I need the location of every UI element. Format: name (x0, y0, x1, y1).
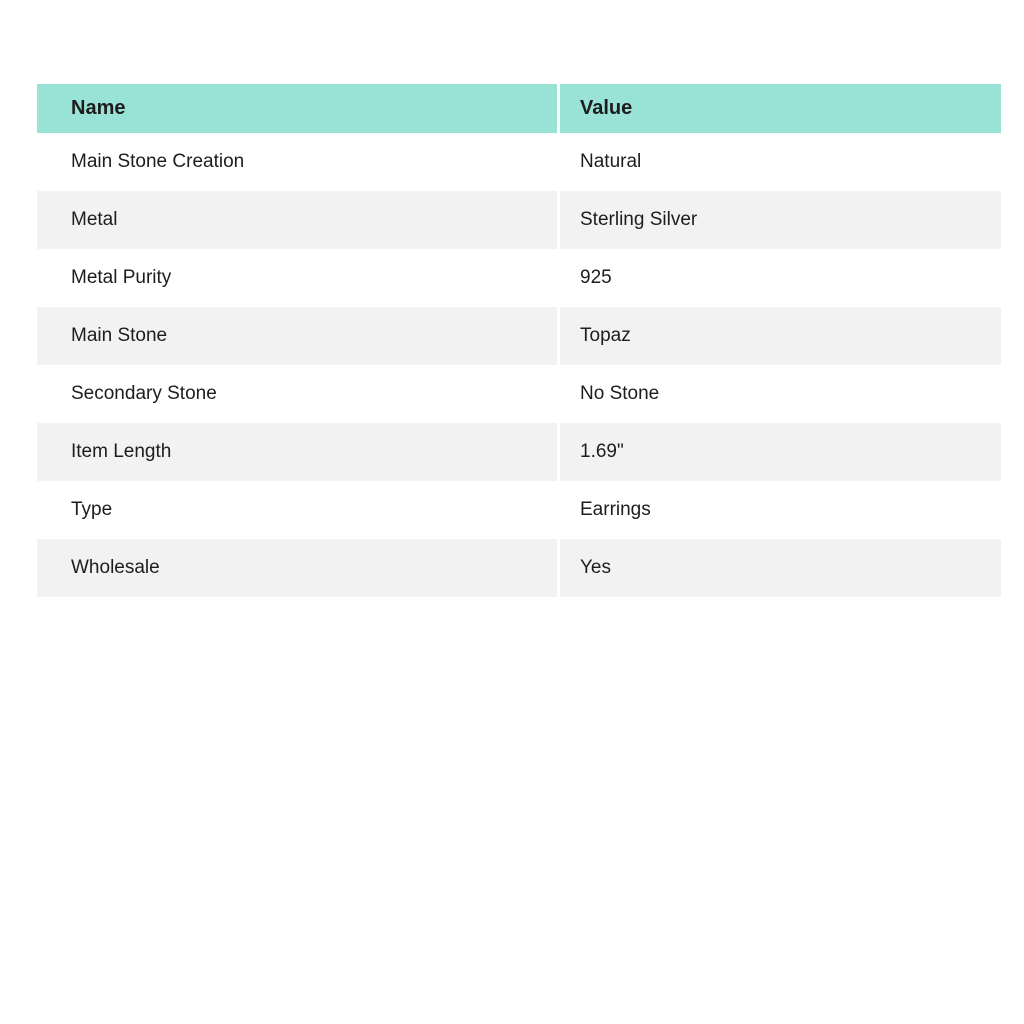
spec-value-cell: Sterling Silver (557, 191, 1001, 249)
spec-name-cell: Metal Purity (37, 249, 557, 307)
column-header-value: Value (557, 84, 1001, 133)
product-spec-table (37, 84, 1001, 597)
column-header-name: Name (37, 84, 557, 133)
spec-value-cell: Topaz (557, 307, 1001, 365)
table-row (37, 365, 1001, 423)
table-header (37, 84, 1001, 133)
table-row (37, 481, 1001, 539)
spec-name-cell: Item Length (37, 423, 557, 481)
spec-value-cell: Yes (557, 539, 1001, 597)
spec-value-cell: 925 (557, 249, 1001, 307)
spec-value-cell: No Stone (557, 365, 1001, 423)
spec-name-cell: Secondary Stone (37, 365, 557, 423)
spec-value-cell: Natural (557, 133, 1001, 191)
spec-name-cell: Type (37, 481, 557, 539)
spec-name-cell: Metal (37, 191, 557, 249)
spec-name-cell: Wholesale (37, 539, 557, 597)
spec-value-cell: 1.69" (557, 423, 1001, 481)
table-row (37, 539, 1001, 597)
spec-name-cell: Main Stone (37, 307, 557, 365)
table-row (37, 191, 1001, 249)
spec-value-cell: Earrings (557, 481, 1001, 539)
header-row (37, 84, 1001, 133)
table-row (37, 307, 1001, 365)
table-row (37, 133, 1001, 191)
spec-name-cell: Main Stone Creation (37, 133, 557, 191)
table-body (37, 133, 1001, 597)
table-row (37, 423, 1001, 481)
table-row (37, 249, 1001, 307)
